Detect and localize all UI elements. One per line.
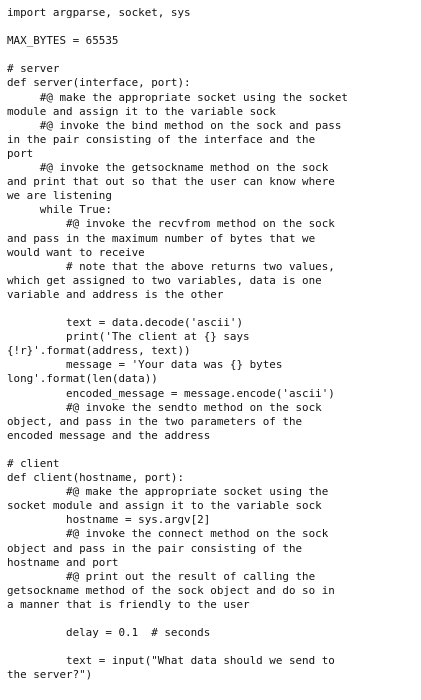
code-line: #@ invoke the connect method on the sock: [7, 527, 329, 541]
code-line: which get assigned to two variables, data is one: [7, 273, 322, 287]
code-line: delay = 0.1 # seconds: [7, 626, 211, 640]
code-line: text = input("What data should we send to: [7, 654, 335, 668]
code-line: in the pair consisting of the interface and the: [7, 132, 316, 146]
code-line: variable and address is the other: [7, 287, 224, 301]
code-line: def server(interface, port):: [7, 76, 191, 90]
code-line: while True:: [7, 203, 112, 217]
code-line: hostname = sys.argv[2]: [7, 513, 211, 527]
code-line: #@ print out the result of calling the: [7, 569, 316, 583]
code-listing: [7, 6, 417, 683]
code-line: [7, 20, 417, 34]
code-line: the server?"): [7, 668, 93, 682]
code-line: object, and pass in the two parameters of the: [7, 414, 303, 428]
code-line: would want to receive: [7, 245, 145, 259]
code-line: [7, 302, 417, 316]
code-line: # note that the above returns two values,: [7, 259, 335, 273]
code-line: # client: [7, 457, 60, 470]
code-line: [7, 640, 417, 654]
code-line: print('The client at {} says: [7, 330, 250, 344]
code-line: {!r}'.format(address, text)): [7, 344, 191, 358]
code-line: #@ invoke the getsockname method on the sock: [7, 161, 329, 175]
code-line: [7, 443, 417, 457]
code-line: getsockname method of the sock object and do so in: [7, 583, 335, 597]
code-line: import argparse, socket, sys: [7, 6, 191, 19]
code-line: and print that out so that the user can know where: [7, 175, 335, 189]
code-line: socket module and assign it to the variable sock: [7, 499, 322, 513]
code-line: MAX_BYTES = 65535: [7, 34, 119, 48]
code-line: module and assign it to the variable sock: [7, 104, 276, 118]
code-line: encoded message and the address: [7, 428, 211, 442]
code-line: encoded_message = message.encode('ascii'): [7, 386, 335, 400]
code-line: #@ invoke the sendto method on the sock: [7, 400, 322, 414]
code-line: #@ invoke the bind method on the sock and pass: [7, 118, 342, 132]
code-line: hostname and port: [7, 555, 119, 569]
code-line: long'.format(len(data)): [7, 372, 158, 386]
code-line: #@ make the appropriate socket using the socket: [7, 90, 348, 104]
code-line: [7, 48, 417, 62]
code-line: #@ make the appropriate socket using the: [7, 485, 329, 499]
code-line: [7, 612, 417, 626]
code-line: port: [7, 146, 34, 160]
code-line: message = 'Your data was {} bytes: [7, 358, 283, 372]
code-line: #@ invoke the recvfrom method on the sock: [7, 217, 335, 231]
code-line: def client(hostname, port):: [7, 471, 185, 485]
code-line: we are listening: [7, 189, 112, 203]
code-line: and pass in the maximum number of bytes that we: [7, 231, 316, 245]
code-line: object and pass in the pair consisting of the: [7, 541, 303, 555]
code-line: # server: [7, 62, 60, 76]
code-line: text = data.decode('ascii'): [7, 316, 244, 330]
code-line: a manner that is friendly to the user: [7, 597, 250, 611]
